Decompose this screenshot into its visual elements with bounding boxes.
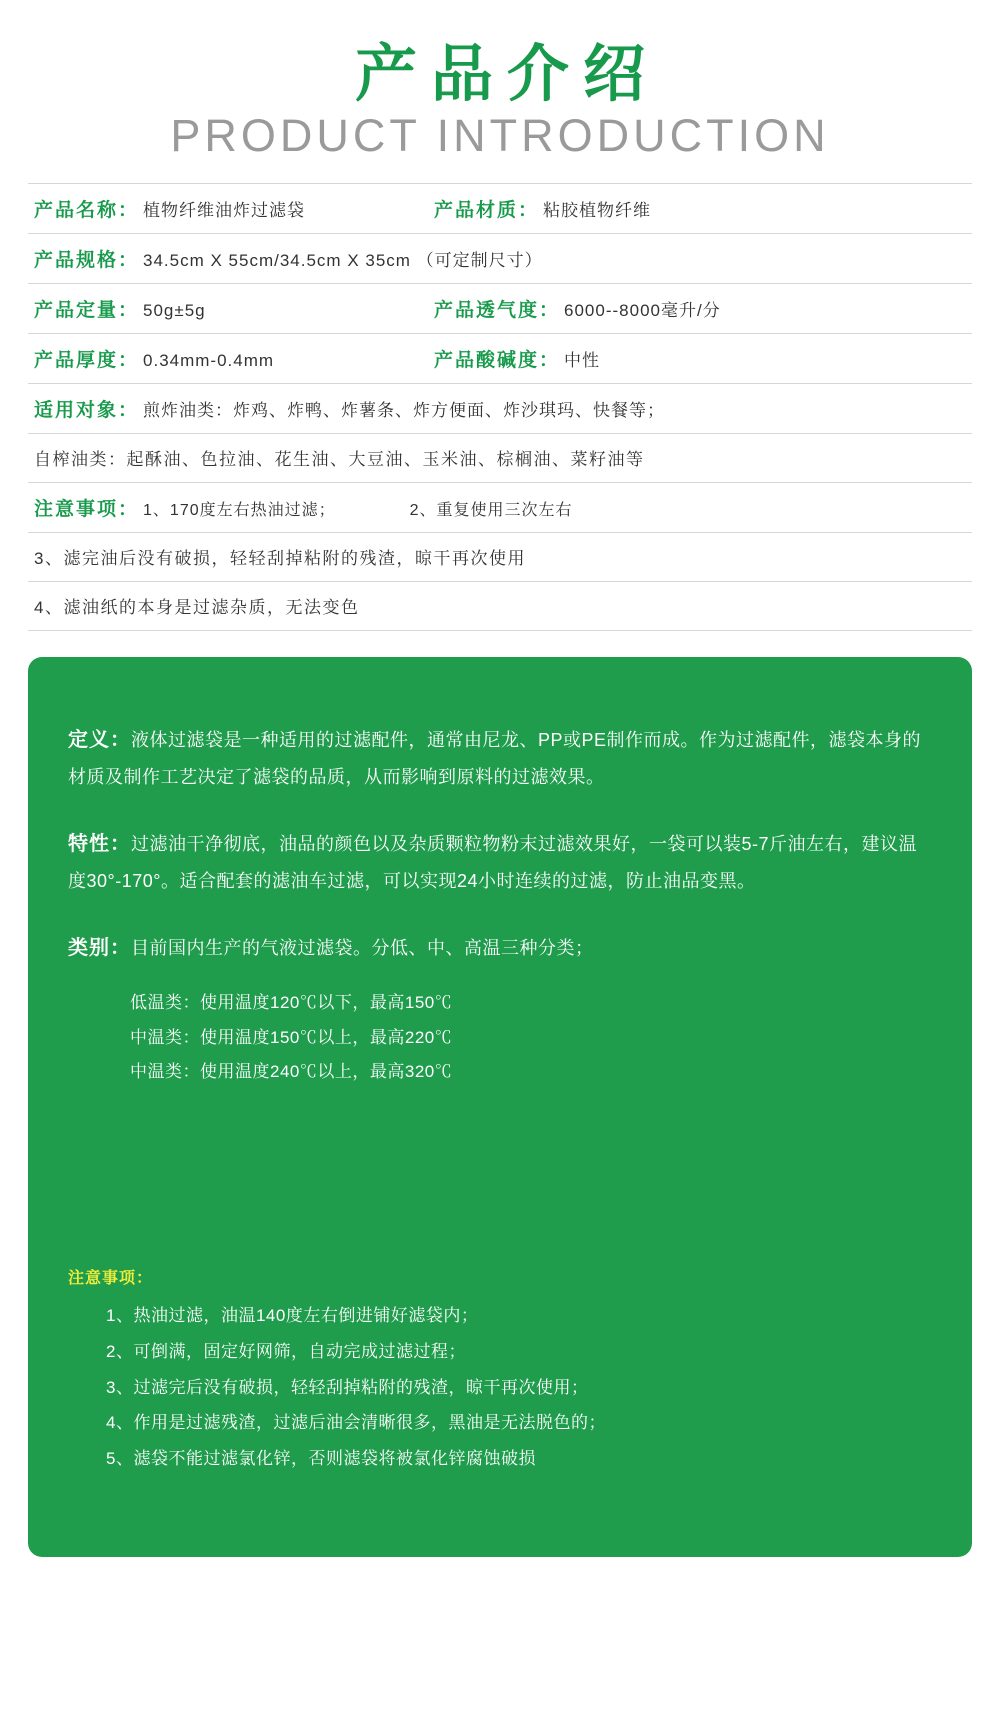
definition-block: [68, 721, 932, 795]
spec-cell-application: [34, 395, 665, 422]
category-list: [130, 986, 932, 1091]
spec-value: 50g±5g: [143, 300, 206, 320]
table-row: [28, 483, 972, 533]
spec-cell-thickness: [34, 345, 434, 372]
table-row: [28, 234, 972, 284]
spec-label: 产品材质：: [434, 199, 540, 221]
spec-table: [28, 183, 972, 631]
panel-notice-block: [68, 1265, 932, 1476]
list-item: 4、作用是过滤残渣，过滤后油会清晰很多，黑油是无法脱色的；: [106, 1413, 606, 1433]
spec-value: 植物纤维油炸过滤袋: [143, 200, 306, 220]
table-row: [28, 284, 972, 334]
category-block: [68, 929, 932, 1091]
table-row: [28, 582, 972, 631]
spec-label: 产品酸碱度：: [434, 349, 561, 371]
table-row: [28, 434, 972, 483]
spec-cell-weight: [34, 295, 434, 322]
table-row: [28, 384, 972, 434]
spec-label: 产品厚度：: [34, 349, 140, 371]
feature-text: 过滤油干净彻底，油品的颜色以及杂质颗粒物粉末过滤效果好，一袋可以装5-7斤油左右，建议温度30°-170°。适合配套的滤油车过滤，可以实现24小时连续的过滤，防止油品变黑。: [68, 833, 918, 891]
spec-notice-4: 4、滤油纸的本身是过滤杂质，无法变色: [34, 597, 360, 617]
category-paragraph: [68, 929, 932, 968]
definition-paragraph: [68, 721, 932, 795]
spec-cell-permeability: [434, 295, 721, 322]
table-row: [28, 184, 972, 234]
definition-label: 定义：: [68, 728, 131, 751]
spec-value: 0.34mm-0.4mm: [143, 350, 275, 370]
spec-value: 中性: [564, 350, 601, 370]
list-item: 2、可倒满，固定好网筛，自动完成过滤过程；: [106, 1342, 466, 1361]
spec-label: 产品定量：: [34, 299, 140, 321]
list-item: 低温类：使用温度120℃以下，最高150℃: [130, 992, 453, 1012]
category-text: 目前国内生产的气液过滤袋。分低、中、高温三种分类；: [131, 937, 594, 958]
spec-notice-1: 1、170度左右热油过滤；: [143, 501, 336, 519]
category-label: 类别：: [68, 936, 131, 959]
list-item: 3、过滤完后没有破损，轻轻刮掉粘附的残渣，晾干再次使用；: [106, 1377, 589, 1397]
page-header: [0, 0, 1000, 161]
info-panel: [28, 657, 972, 1557]
page-title-cn: 产品介绍: [354, 40, 659, 109]
panel-notice-list: [106, 1298, 932, 1476]
list-item: 1、热油过滤，油温140度左右倒进铺好滤袋内；: [106, 1306, 479, 1326]
spec-label: 产品规格：: [34, 249, 140, 271]
spec-label: 注意事项：: [34, 498, 140, 520]
spec-cell-notice: [34, 494, 573, 521]
list-item: 5、滤袋不能过滤氯化锌，否则滤袋将被氯化锌腐蚀破损: [106, 1449, 536, 1469]
page-title-en: PRODUCT INTRODUCTION: [170, 110, 830, 162]
list-item: 中温类：使用温度150℃以上，最高220℃: [130, 1027, 453, 1047]
spec-value: 粘胶植物纤维: [543, 200, 652, 220]
feature-block: [68, 825, 932, 899]
spec-label: 产品透气度：: [434, 299, 561, 321]
spec-notice-3: 3、滤完油后没有破损，轻轻刮掉粘附的残渣，晾干再次使用: [34, 548, 526, 568]
spec-notice-2: 2、重复使用三次左右: [409, 501, 573, 519]
list-item: 中温类：使用温度240℃以上，最高320℃: [130, 1062, 453, 1082]
spec-cell-name: [34, 195, 434, 222]
feature-label: 特性：: [68, 832, 131, 855]
definition-text: 液体过滤袋是一种适用的过滤配件，通常由尼龙、PP或PE制作而成。作为过滤配件，滤袋本身的材质及制作工艺决定了滤袋的品质，从而影响到原料的过滤效果。: [68, 729, 922, 787]
spec-cell-material: [434, 195, 651, 222]
table-row: [28, 533, 972, 582]
spec-value: 34.5cm X 55cm/34.5cm X 35cm （可定制尺寸）: [143, 250, 543, 270]
spec-oil-types: 自榨油类：起酥油、色拉油、花生油、大豆油、玉米油、棕榈油、菜籽油等: [34, 449, 645, 469]
feature-paragraph: [68, 825, 932, 899]
spec-cell-ph: [434, 345, 600, 372]
panel-notice-title: 注意事项：: [68, 1270, 154, 1288]
spec-cell-size: [34, 245, 543, 272]
spec-value: 6000--8000毫升/分: [564, 300, 721, 320]
table-row: [28, 334, 972, 384]
spec-value: 煎炸油类：炸鸡、炸鸭、炸薯条、炸方便面、炸沙琪玛、快餐等；: [143, 400, 666, 420]
spec-label: 适用对象：: [34, 399, 140, 421]
spec-label: 产品名称：: [34, 199, 140, 221]
